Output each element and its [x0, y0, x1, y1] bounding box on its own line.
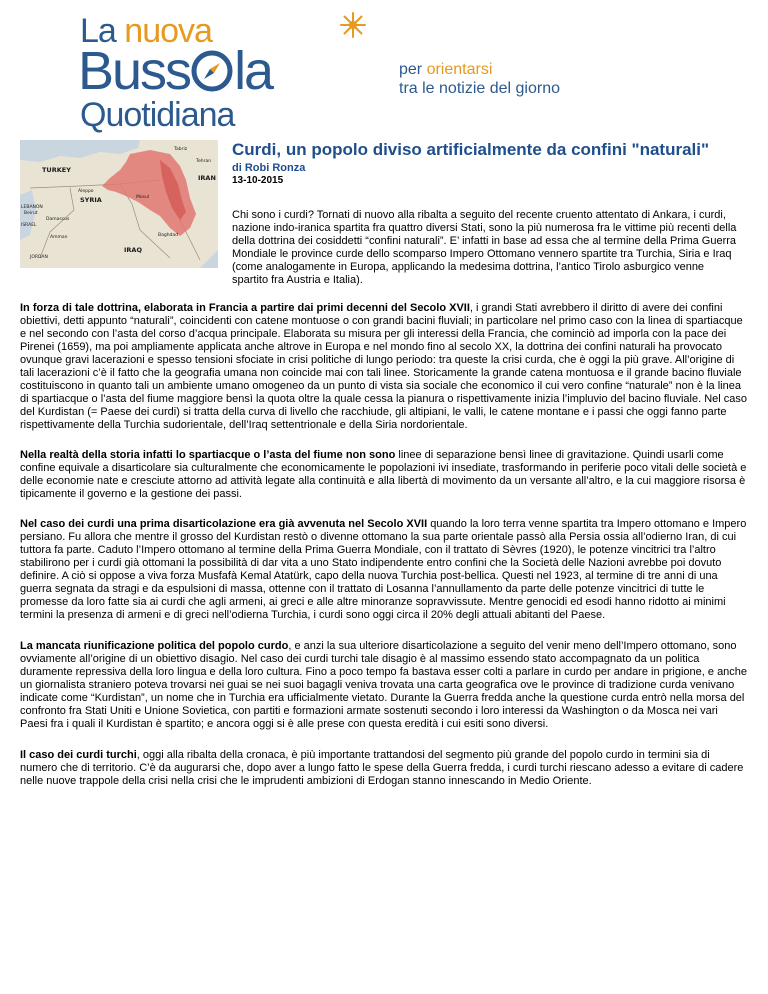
paragraph-1-lead: In forza di tale dottrina, elaborata in Francia a partire dai primi decenni del Secolo XVII: [20, 302, 470, 314]
site-logo[interactable]: [78, 12, 730, 134]
logo-tagline: [399, 60, 560, 98]
map-label-damascus: Damascus: [46, 217, 70, 222]
paragraph-4-lead: La mancata riunificazione politica del popolo curdo: [20, 640, 289, 652]
map-label-tehran: Tehran: [196, 159, 212, 164]
paragraph-5-lead: Il caso dei curdi turchi: [20, 749, 137, 761]
article-intro: Chi sono i curdi? Tornati di nuovo alla ribalta a seguito del recente cruento attentato di Ankara, i curdi, nazione indo-iranica spartita fra quattro diversi Stati, sono la più numerosa fra le vittime più recenti della della dottrina dei cosiddetti “confini naturali”. E’ infatti in base ad essa che al termine della Prima Guerra Mondiale le province curde dello scomparso Impero Ottomano vennero spartite tra Turchia, Siria e Iraq (come analogamente in Europa, applicando la medesima dottrina, l’antico Tirolo asburgico venne spartito fra Austria e Italia).: [232, 209, 737, 286]
map-label-mosul: Mosul: [136, 195, 150, 200]
logo-line-2: [78, 41, 273, 101]
map-label-amman: Amman: [50, 235, 68, 240]
logo-word-la: La: [80, 12, 116, 50]
article-byline[interactable]: di Robi Ronza: [232, 162, 306, 174]
paragraph-5: [20, 749, 748, 788]
paragraph-1-text: , i grandi Stati avrebbero il diritto di avere dei confini obiettivi, detti appunto “naturali”, coincidenti con catene montuose o con grandi bacini fluviali; in particolare nel primo caso con la linea di spartiacque e nel secondo con l’asta del corso d’acqua principale. Elaborata su misura per gli interessi della Francia, che cominciò ad imporla con la pace dei Pirenei (1659), ma poi ampliamente applicata anche altrove in Europa e nel mondo fino al secolo XX, la dottrina dei confini naturali ha provocato ovunque gravi lacerazioni e spesso tensioni sfociate in crisi politiche di lungo periodo: tra queste la crisi curda, che è oggi la più grave. All’origine di tali lacerazioni c’è il fatto che la geografia umana non coincide mai con tali linee. Storicamente la grande catena montuosa e il grande bacino fluviale costituiscono in quanto tali un ambiente umano omogeneo da un punto di vista sia sociale che economico il cui vero confine “naturale” non è la linea di spartiacque o l’asta del fiume maggiore bensì la quota oltre la quale cessa la pianura o rispettivamente inizia l’impluvio del bacino fluviale. Nel caso del Kurdistan (= Paese dei curdi) si tratta della curva di livello che racchiude, gli altipiani, le valli, le catene montane e i passi che oggi fanno parte rispettivamente della Turchia sudorientale, dell’Iraq settentrionale e della Siria nordorientale.: [20, 302, 748, 431]
tagline-per: per: [399, 61, 423, 78]
paragraph-5-text: , oggi alla ribalta della cronaca, è più importante trattandosi del segmento più grande del popolo curdo in termini sia di numero che di territorio. C’è da augurarsi che, dopo aver a lungo fatto le spese della Guerra fredda, i curdi turchi riescano adesso a evitare di cadere nelle nuove trappole della crisi nella crisi che le imprudenti ambizioni di Erdogan stanno innescando in Medio Oriente.: [20, 749, 744, 787]
article-title: Curdi, un popolo diviso artificialmente da confini "naturali": [232, 140, 710, 159]
map-label-syria: SYRIA: [80, 196, 102, 204]
map-label-lebanon: LEBANON: [21, 205, 43, 210]
logo-word-buss: Buss: [78, 41, 191, 101]
paragraph-2-lead: Nella realtà della storia infatti lo spartiacque o l’asta del fiume non sono: [20, 449, 396, 461]
map-label-tabriz: Tabriz: [174, 147, 188, 152]
kurdistan-map-image: [20, 140, 218, 268]
paragraph-3: [20, 518, 748, 622]
star-icon: [340, 12, 366, 38]
paragraph-2-text: linee di separazione bensì linee di gravitazione. Quindi usarli come confine equivale a disarticolare sia culturalmente che economicamente le popolazioni ivi insediate, trasformando in periferie poco vitali delle società e delle economie nate e cresciute attorno ad attività legate alla continuità e alla libertà di movimento da un versante all’altro, e la cui maggiore risorsa è tipicamente il governo e la gestione dei passi.: [20, 449, 747, 500]
paragraph-1: [20, 302, 748, 432]
paragraph-2: [20, 449, 748, 501]
map-label-iraq: IRAQ: [124, 246, 142, 254]
map-label-aleppo: Aleppo: [78, 189, 94, 194]
map-label-turkey: TURKEY: [42, 166, 71, 174]
paragraph-4-text: , e anzi la sua ulteriore disarticolazione a seguito del venir meno dell’Impero ottomano, sono ovviamente all’origine di un obiettivo disagio. Nel caso dei curdi turchi tale disagio è al massimo essendo stato accompagnato da un politica duramente repressiva della loro lingua e della loro cultura. Fino a poco tempo fa bastava esser colti a parlare in curdo per andare in prigione, e anche un giornalista straniero poteva trovarsi nei guai se nei suoi bagagli veniva trovata una carta geografica ove le province di tradizione curda venivano indicate come “Kurdistan”, un nome che in Turchia era ufficialmente vietato. Durante la Guerra fredda anche la questione curda entrò nella morsa del confronto fra Stati Uniti e Unione Sovietica, con partiti e formazioni armate sostenuti secondo i loro interessi da Washington o da Mosca nei vari Paesi fra i quali il Kurdistan è spartito; e ancora oggi si è alle prese con questa eredità i cui esiti sono diversi.: [20, 640, 748, 730]
paragraph-3-text: quando la loro terra venne spartita tra Impero ottomano e Impero persiano. Fu allora che mentre il grosso del Kurdistan restò o divenne ottomano la sua parte orientale passò alla Persia ossia all’odierno Iran, di cui tuttora fa parte. Caduto l’Impero ottomano al termine della Prima Guerra Mondiale, con il trattato di Sèvres (1920), le potenze vincitrici tra l’altro stabilirono per i curdi già ottomani la possibilità di dar vita a uno Stato indipendente entro confini che la Società delle Nazioni avrebbe poi dovuto definire. A ciò si oppose a viva forza Musfafà Kemal Atatürk, capo della nuova Turchia post-bellica. Questi nel 1923, al termine di tre anni di una guerra segnata da stragi e da espulsioni di massa, ottenne con il trattato di Losanna l’annullamento da parte delle potenze vincitrici di tutte le promesse da loro fatte sia ai curdi che agli armeni, ai greci e alle altre minoranze sopravvissute. Mentre genocidi ed esodi hanno ridotto ai minimi termini la presenza di armeni e di greci nell’odierna Turchia, i curdi sono oggi circa il 20% degli attuali abitanti del Paese.: [20, 518, 747, 621]
tagline-orientarsi: orientarsi: [426, 61, 493, 78]
map-label-iran: IRAN: [198, 174, 216, 182]
map-label-beirut: Beirut: [24, 211, 38, 216]
paragraph-3-lead: Nel caso dei curdi una prima disarticolazione era già avvenuta nel Secolo XVII: [20, 518, 428, 530]
logo-word-quotidiana: Quotidiana: [80, 96, 235, 134]
article-date: 13-10-2015: [232, 175, 284, 186]
map-label-baghdad: Baghdad: [158, 233, 179, 238]
compass-icon: [190, 49, 234, 93]
map-label-jordan: JORDAN: [30, 255, 48, 260]
logo-word-la-2: la: [234, 41, 273, 101]
logo-word-nuova: nuova: [124, 12, 212, 50]
tagline-line-2: tra le notizie del giorno: [399, 80, 560, 97]
map-label-israel: ISRAEL: [21, 223, 37, 228]
paragraph-4: [20, 640, 748, 731]
